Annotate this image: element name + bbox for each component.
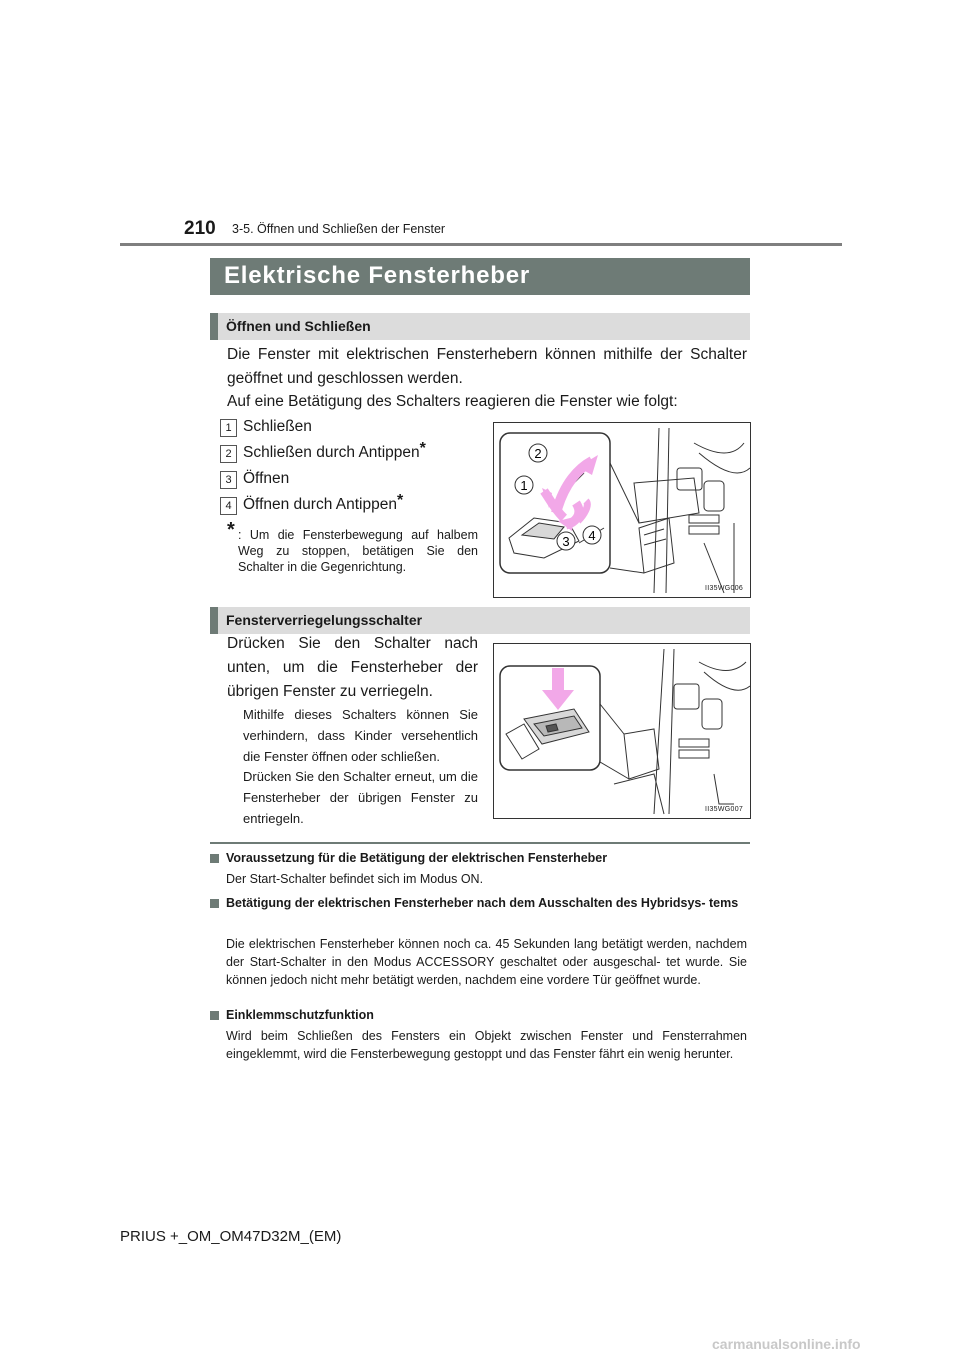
intro-paragraph: Die Fenster mit elektrischen Fensterhebern können mithilfe der Schalter geöffnet und geschlossen werden. [227,346,747,387]
list-number-4: 4 [220,497,237,515]
section-heading-open-close: Öffnen und Schließen [226,318,371,334]
header-divider [120,243,842,246]
watermark: carmanualsonline.info [712,1336,861,1352]
figure-lock-switch [493,643,751,819]
figure-code-1: II35WG006 [705,585,744,592]
footnote-text: : Um die Fensterbewegung auf halbem Weg zu stoppen, betätigen Sie den Schalter in die Gegenrichtung. [238,528,478,574]
note-body: Der Start-Schalter befindet sich im Modus ON. [226,872,484,886]
asterisk: * [396,492,404,509]
callout-1: 1 [520,478,528,493]
chapter-title: 3-5. Öffnen und Schließen der Fenster [232,222,446,236]
page-number: 210 [184,218,216,239]
lock-switch-note-1: Mithilfe dieses Schalters können Sie verhindern, dass Kinder versehentlich die Fenster öffnen oder schließen. [243,707,478,764]
square-bullet-icon [210,1011,219,1020]
list-number-3: 3 [220,471,237,489]
list-item-open-tap [243,492,404,514]
callout-2: 2 [534,446,542,461]
notes-divider [210,842,750,844]
note-heading: Voraussetzung für die Betätigung der elektrischen Fensterheber [226,851,608,865]
note-heading: Betätigung der elektrischen Fensterheber nach dem Ausschalten des Hybridsys- tems [226,896,739,910]
section-heading-accent [210,313,218,340]
lock-switch-paragraph: Drücken Sie den Schalter nach unten, um die Fensterheber der übrigen Fenster zu verriegeln. [227,635,478,700]
note-body: Die elektrischen Fensterheber können noch ca. 45 Sekunden lang betätigt werden, nachdem der Start-Schalter in den Modus ACCESSORY geschaltet oder ausgeschal- tet wurde. Sie können jedoch nicht mehr betätigt werden, nachdem eine vordere Tür geöffnet wurde. [226,937,747,987]
list-item-close [243,418,312,436]
section-heading-accent [210,607,218,634]
list-item-close-tap [243,440,426,462]
lock-switch-note-2: Drücken Sie den Schalter erneut, um die Fensterheber der übrigen Fenster zu entriegeln. [243,769,478,826]
callout-3: 3 [562,534,570,549]
list-item-label: Schließen durch Antippen [243,444,420,461]
list-item-label: Schließen [243,418,312,435]
model-code: PRIUS +_OM_OM47D32M_(EM) [120,1228,342,1245]
lock-switch-illustration [494,644,750,818]
note-heading: Einklemmschutzfunktion [226,1008,374,1022]
figure-window-switch [493,422,751,598]
figure-code-2: II35WG007 [705,806,744,813]
footnote-asterisk: * [227,519,235,541]
list-number-2: 2 [220,445,237,463]
list-item-label: Öffnen [243,470,290,487]
window-switch-illustration [494,423,750,597]
callout-4: 4 [588,528,596,543]
page-title: Elektrische Fensterheber [224,262,530,289]
note-body: Wird beim Schließen des Fensters ein Objekt zwischen Fenster und Fensterrahmen eingeklemmt, wird die Fensterbewegung gestoppt und das Fenster fährt ein wenig herunter. [226,1029,747,1061]
lead-paragraph: Auf eine Betätigung des Schalters reagieren die Fenster wie folgt: [227,393,678,410]
list-item-label: Öffnen durch Antippen [243,496,397,513]
asterisk: * [419,440,426,457]
list-number-1: 1 [220,419,237,437]
list-item-open [243,470,289,488]
square-bullet-icon [210,899,219,908]
square-bullet-icon [210,854,219,863]
section-heading-lock-switch: Fensterverriegelungsschalter [226,612,423,628]
